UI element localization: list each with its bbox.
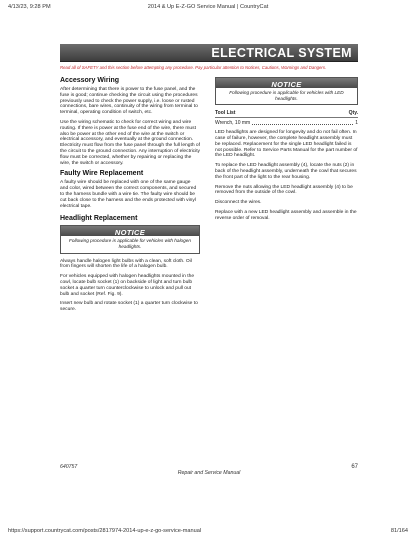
- page-url[interactable]: https://support.countrycat.com/posts/2817974-2014-up-e-z-go-service-manual: [8, 528, 202, 534]
- led-paragraph-1: LED headlights are designed for longevity and do not fail often. In case of failure, however, the complete headlight assembly must be replaced. Replacement for the single LED headlight failed is not possible. Refer to Service Parts Manual for the part number of the LED headlight.: [215, 130, 358, 159]
- browser-page-title: 2014 & Up E-Z-GO Service Manual | CountryCat: [147, 4, 269, 10]
- tool-row: [215, 120, 358, 126]
- tool-list-header: [215, 110, 358, 118]
- manual-name: Repair and Service Manual: [177, 470, 241, 476]
- led-paragraph-5: Replace with a new LED headlight assembly and assemble in the reverse order of removal.: [215, 209, 357, 221]
- notice-label: NOTICE: [271, 80, 302, 89]
- accessory-wiring-heading: Accessory Wiring: [60, 77, 120, 84]
- halogen-notice-box: [60, 225, 200, 253]
- led-paragraph-4: Disconnect the wires.: [215, 200, 262, 206]
- halogen-paragraph-3: Insert new bulb and rotate socket (1) a quarter turn clockwise to secure.: [60, 301, 198, 313]
- led-paragraph-3: Remove the nuts allowing the LED headlight assembly (4) to be removed from the outside of the cowl.: [215, 184, 353, 196]
- halogen-paragraph-2: For vehicles equipped with halogen headlights mounted in the cowl, locate bulb socket (1) on backside of light and turn bulb socket a quarter turn counterclockwise to unlock and pull out bulb and socket (Ref. Fig. 9).: [60, 274, 195, 297]
- print-datetime: 4/13/23, 9:28 PM: [8, 4, 51, 10]
- manual-page: [60, 44, 358, 480]
- headlight-replacement-heading: Headlight Replacement: [60, 215, 138, 223]
- notice-label: NOTICE: [114, 228, 146, 238]
- faulty-wire-heading: Faulty Wire Replacement: [60, 170, 144, 178]
- notice-banner: [216, 78, 357, 88]
- accessory-wiring-paragraph-2: Use the wiring schematic to check for correct wiring and wire routing. If there is power at the fuse end of the wire, there must also be power at the other end of the wire at the switch or electrical accessory, and eventually at the ground connection. Electricity must flow from the fuse panel through the full length of the circuit to the ground connection. Any interruption of electricity flow must be corrected, whether by repairing or replacing the wire, the switch or accessory.: [60, 119, 201, 166]
- section-header: [60, 44, 358, 62]
- tool-name: Wrench, 10 mm: [215, 120, 251, 127]
- leader-dots: [252, 120, 353, 125]
- accessory-wiring-paragraph-1: After determining that there is power to the fuse panel, and the fuse is good; continue checking the circuit using the procedures previously used to check the power supply, i.e. loose or rusted connections, bare wires, continuity of the wiring from terminal to terminal, operating condition of switch, etc.: [60, 87, 198, 116]
- safety-warning: Read all of SAFETY and this section before attempting any procedure. Pay particular attention to Notices, Cautions, Warnings and Dangers.: [60, 65, 327, 70]
- notice-text: Following procedure is applicable for vehicles with halogen headlights.: [69, 238, 191, 249]
- page-number: 67: [351, 464, 358, 470]
- faulty-wire-paragraph: A faulty wire should be replaced with one of the same gauge and color, wired between the correct components, and secured to the harness bundle with a wire tie. The faulty wire should be cut back close to the harness and the ends protected with vinyl electrical tape.: [60, 180, 197, 209]
- left-column: [60, 77, 200, 317]
- right-column: [215, 77, 358, 226]
- tool-qty: 1: [355, 120, 358, 127]
- led-paragraph-2: To replace the LED headlight assembly (4), locate the nuts (2) in back of the headlight assembly, underneath the cowl that secures the front part of the light to the rear housing.: [215, 163, 357, 180]
- notice-text: Following procedure is applicable for vehicles with LED headlights.: [229, 90, 344, 101]
- document-code: 640757: [60, 464, 78, 470]
- halogen-paragraph-1: Always handle halogen light bulbs with a clean, soft cloth. Oil from fingers will shorten the life of a halogen bulb.: [60, 258, 192, 270]
- section-title: ELECTRICAL SYSTEM: [211, 45, 352, 60]
- led-notice-box: [215, 77, 358, 105]
- tool-list-label: Tool List: [215, 110, 236, 117]
- print-page-count: 81/164: [390, 528, 408, 534]
- notice-banner: [61, 226, 199, 236]
- qty-label: Qty.: [348, 110, 358, 117]
